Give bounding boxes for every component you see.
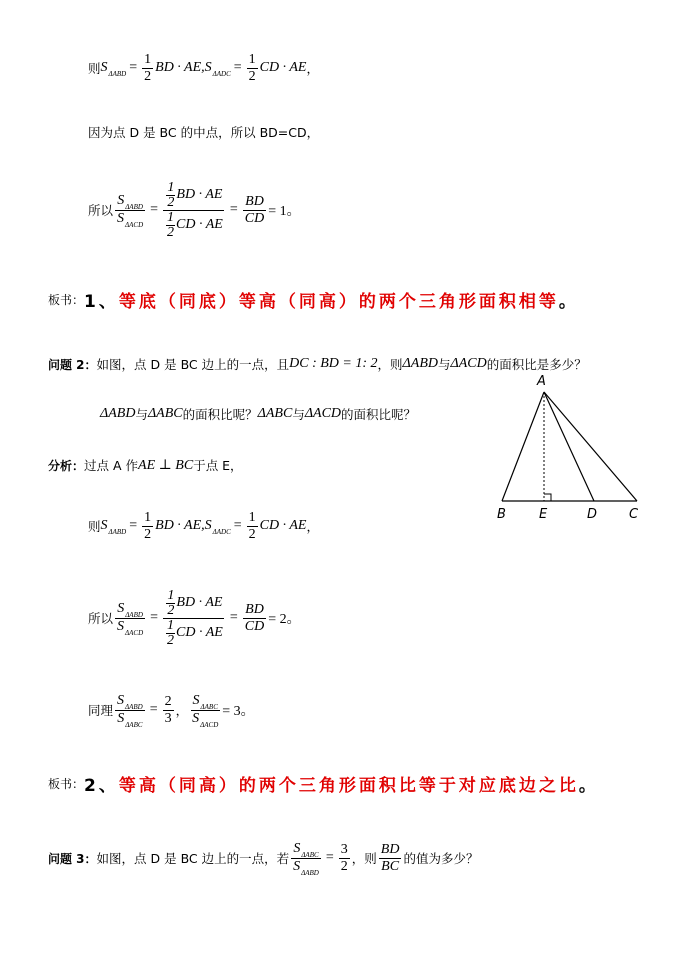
triangle-figure: [492, 370, 652, 526]
board-highlight: 等底（同底）等高（同高）的两个三角形: [118, 291, 479, 312]
analysis-label: 分析：: [48, 458, 85, 473]
perpendicular-expression: AE ⊥ BC: [138, 457, 194, 473]
punctuation: ，: [306, 61, 319, 76]
vertex-label-b: B: [497, 507, 506, 522]
board-note-1: [48, 286, 579, 312]
area-ratio-fraction: $\frac{S_{\Delta ABD}}{S_{\Delta ACD}}$: [117, 192, 144, 229]
product-expression: CD · AE: [259, 60, 307, 75]
result-value: = 1。: [268, 204, 301, 219]
area-formula-line-1: 则 $S_{\Delta ABD}$ = $\frac{1}{2}$ BD · AE, $S_{\Delta ADC}$ = $\frac{1}{2}$ CD · AE ，: [88, 51, 319, 84]
ratio-expression: DC : BD = 1: 2: [289, 356, 378, 371]
question-label: 问题 2：: [48, 357, 97, 372]
board-note-2: 板书： 2、 等高（同高）的两个三角形 面积比 等于 对应底边之比 。: [48, 775, 599, 796]
similar-ratios-line: 同理 $\frac{S_{\Delta ABD}}{S_{\Delta ABC}}$ = $\frac{2}{3}$ ， $\frac{S_{\Delta ABC}}{S_{\Delta ACD}}$ = 3。: [88, 692, 255, 729]
point-label-d: D: [587, 507, 598, 522]
point-label-e: E: [539, 507, 548, 522]
question-2-followup: ΔABD 与 ΔABC 的面积比呢？ ΔABC 与 ΔACD 的面积比呢？: [100, 406, 417, 422]
area-symbol: $S_{\Delta ABD}$: [100, 60, 127, 78]
prefix-text: 则: [88, 61, 101, 76]
product-expression: BD · AE,: [155, 60, 205, 75]
board-punctuation: 。: [558, 291, 579, 312]
board-highlight: 面积相等: [478, 291, 559, 312]
compound-fraction: $\frac{1}{2}$ BD · AE $\frac{1}{2}$ CD · AE: [163, 181, 225, 240]
segment-ad: [544, 392, 594, 501]
vertex-label-c: C: [629, 507, 639, 522]
side-ac: [544, 392, 637, 501]
board-number: 1、: [84, 291, 119, 312]
prefix-text: 所以: [88, 203, 114, 218]
analysis-line: 分析： 过点 A 作 AE ⊥ BC 于点 E，: [48, 457, 243, 473]
question-2: 问题 2： 如图，点 D 是 BC 边上的一点，且 DC : BD = 1: 2 ，则 ΔABD 与 ΔACD 的面积比是多少？: [48, 356, 587, 372]
midpoint-statement: 因为点 D 是 BC 的中点，所以 BD=CD，: [88, 125, 320, 140]
question-3: 问题 3： 如图，点 D 是 BC 边上的一点，若 $\frac{S_{\Delta ABC}}{S_{\Delta ABD}}$ = $\frac{3}{2}$ ，则 $\frac{BD}{BC}$ 的值为多少？: [48, 840, 479, 877]
vertex-label-a: A: [537, 374, 546, 389]
half-fraction: $\frac{1}{2}$: [144, 51, 152, 84]
side-ab: [502, 392, 544, 501]
right-angle-mark: [544, 494, 551, 501]
segment-ratio-fraction: $\frac{BD}{CD}$: [244, 193, 265, 226]
area-symbol: $S_{\Delta ADC}$: [204, 60, 231, 78]
ratio-derivation-2: 所以 $\frac{S_{\Delta ABD}}{S_{\Delta ACD}}$ = $\frac{1}{2}$ BD · AE $\frac{1}{2}$ CD · AE = $\frac{BD}{CD}$ = 2。: [88, 587, 301, 648]
ratio-derivation-1: 所以 $\frac{S_{\Delta ABD}}{S_{\Delta ACD}}$ = $\frac{1}{2}$ BD · AE $\frac{1}{2}$ CD · AE = $\frac{BD}{CD}$ = 1。: [88, 179, 301, 240]
half-fraction: $\frac{1}{2}$: [248, 51, 256, 84]
board-label: 板书：: [48, 292, 85, 307]
area-formula-line-2: 则 $S_{\Delta ABD}$ = $\frac{1}{2}$ BD · AE, $S_{\Delta ADC}$ = $\frac{1}{2}$ CD · AE ，: [88, 509, 319, 542]
